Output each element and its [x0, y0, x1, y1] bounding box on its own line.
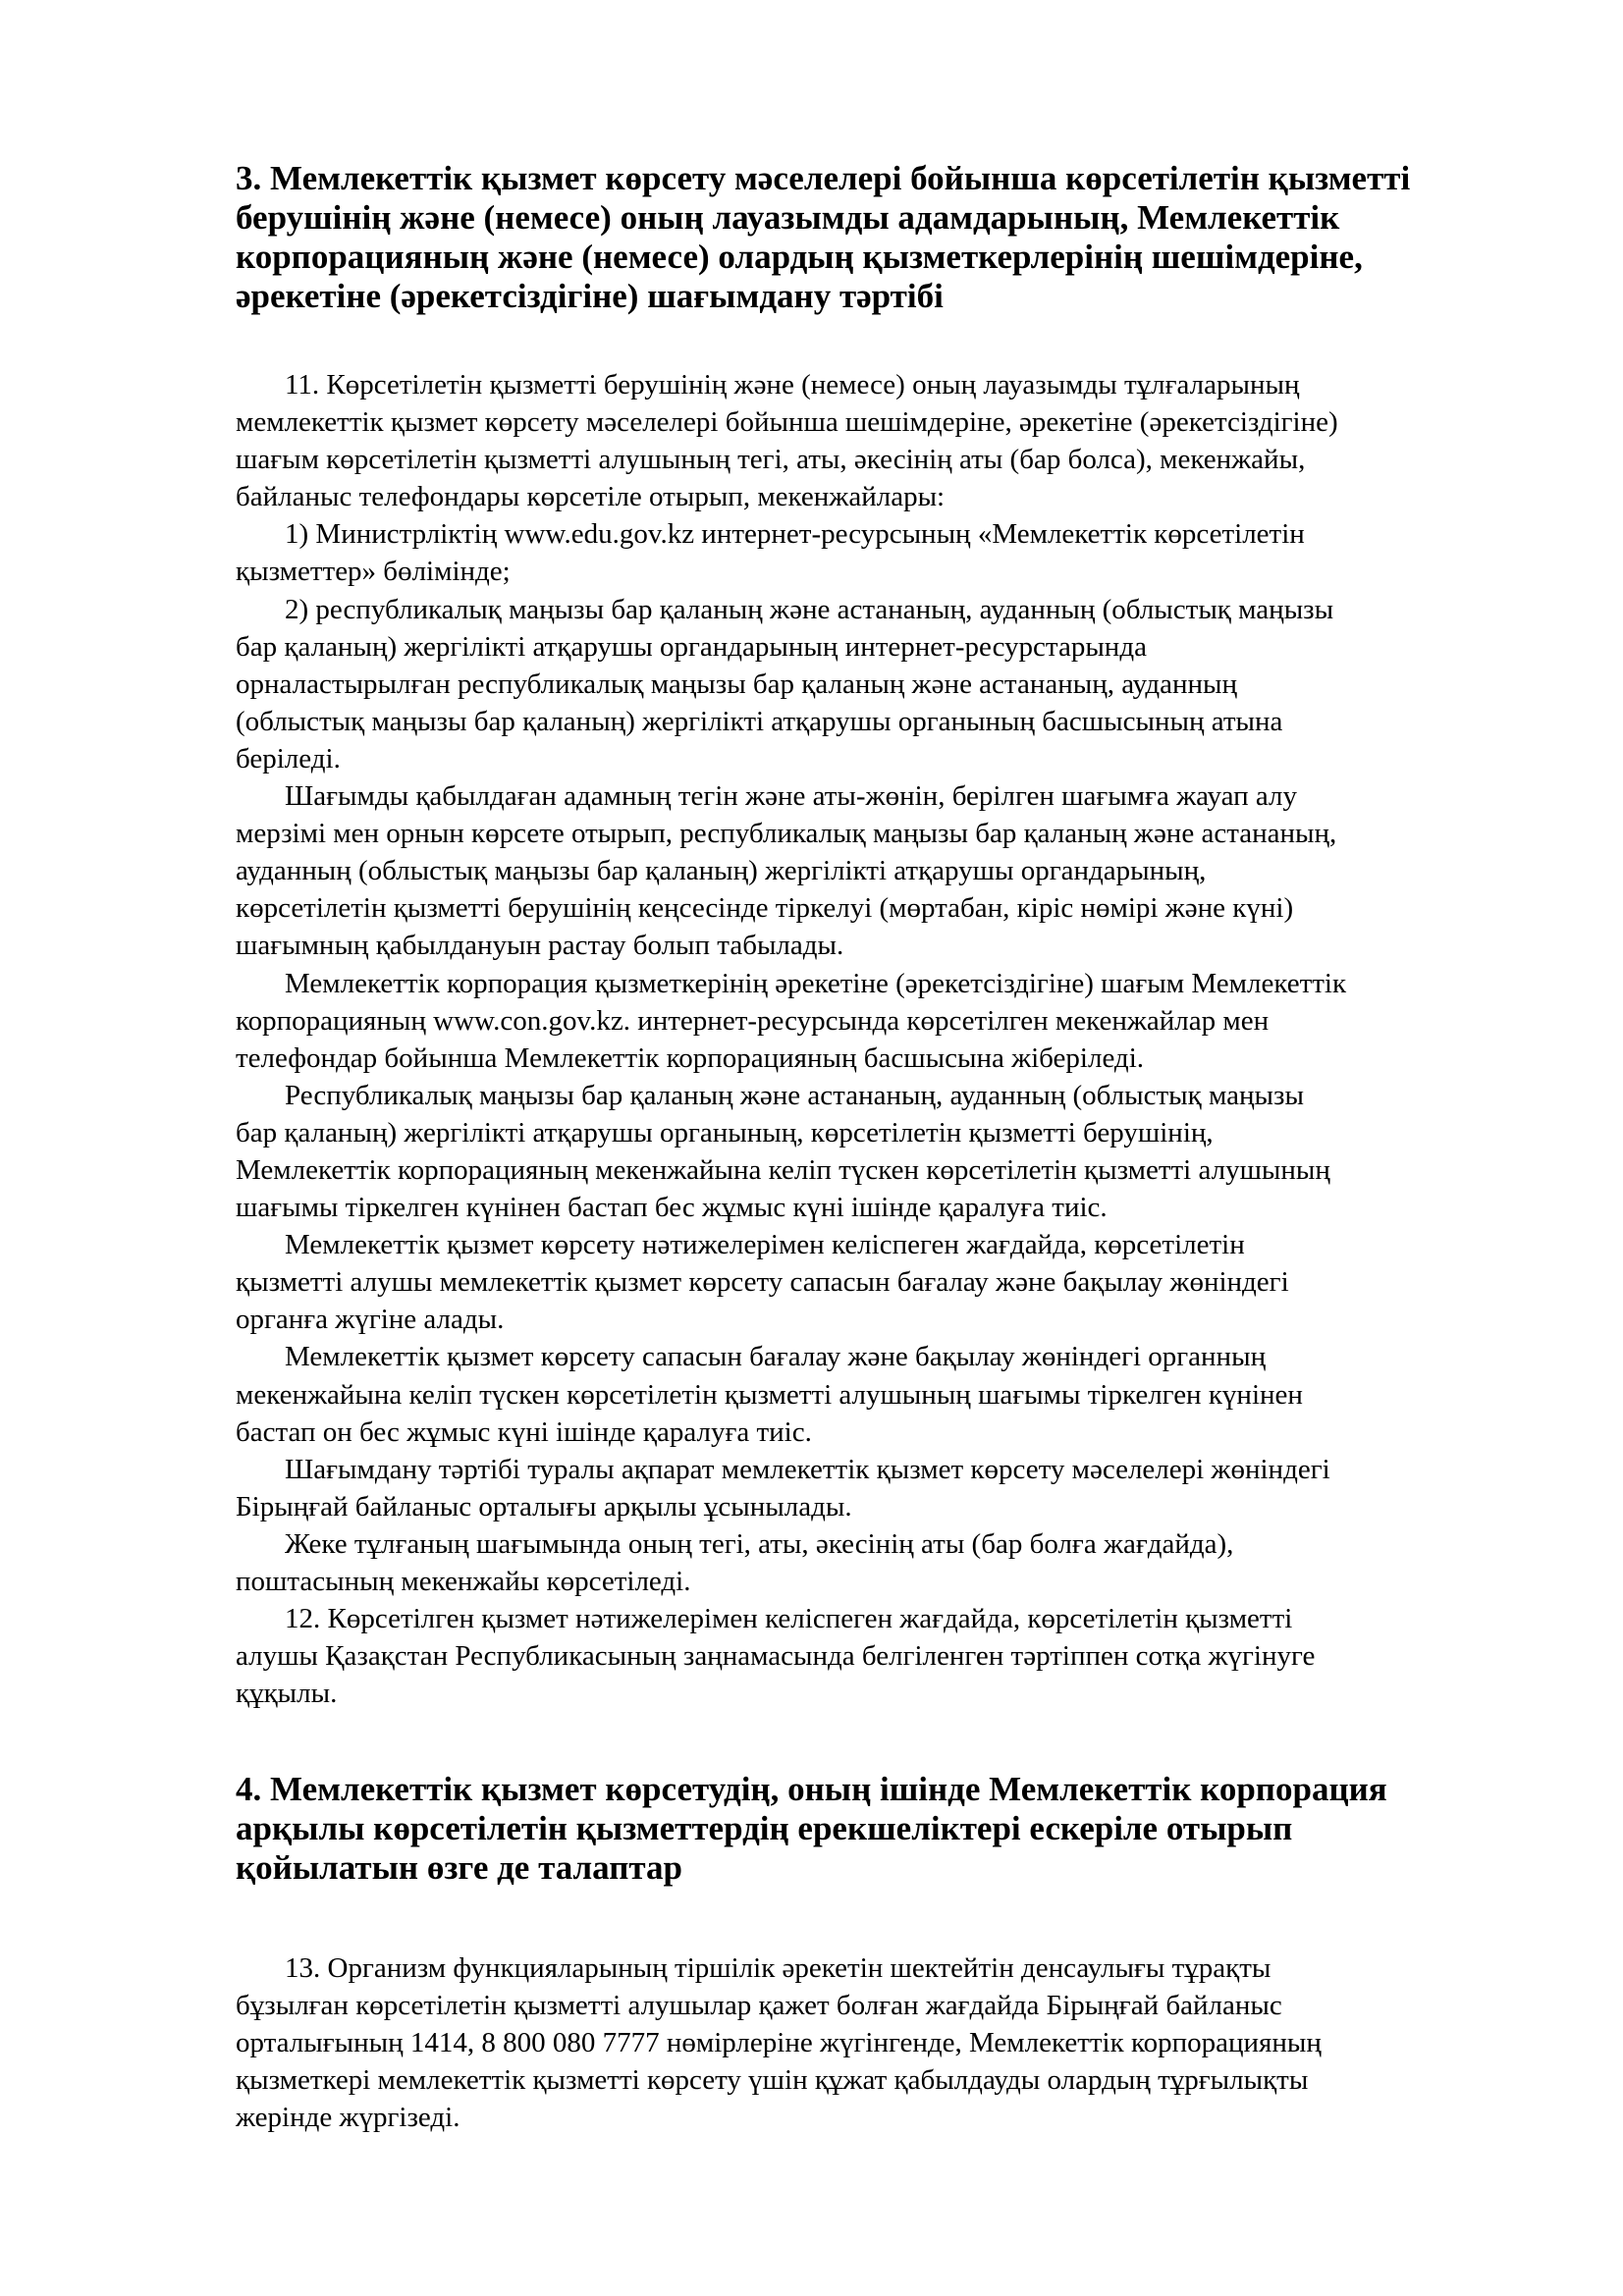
paragraph-line: жерінде жүргізеді.: [236, 2102, 460, 2134]
paragraph-line: 11. Көрсетілетін қызметті берушінің және (немесе) оның лауазымды тұлғаларының: [285, 369, 1300, 400]
paragraph-line: Мемлекеттік қызмет көрсету нәтижелерімен келіспеген жағдайда, көрсетілетін: [285, 1229, 1245, 1261]
paragraph-line: Республикалық маңызы бар қаланың және астананың, ауданның (облыстық маңызы: [285, 1079, 1304, 1111]
paragraph-line: мемлекеттік қызмет көрсету мәселелері бойынша шешімдеріне, әрекетіне (әрекетсіздігіне): [236, 406, 1338, 439]
paragraph-line: Мемлекеттік корпорацияның мекенжайына келіп түскен көрсетілетін қызметті алушының: [236, 1153, 1330, 1186]
paragraph-line: 12. Көрсетілген қызмет нәтижелерімен келіспеген жағдайда, көрсетілетін қызметті: [285, 1603, 1293, 1635]
paragraph-line: мекенжайына келіп түскен көрсетілетін қызметті алушының шағымы тіркелген күнінен: [236, 1378, 1303, 1411]
heading-line: берушінің және (немесе) оның лауазымды адамдарының, Мемлекеттік: [236, 198, 1340, 237]
paragraph-line: құқылы.: [236, 1678, 338, 1710]
heading-line: қойылатын өзге де талаптар: [236, 1848, 682, 1887]
paragraph-line: алушы Қазақстан Республикасының заңнамасында белгіленген тәртіппен сотқа жүгінуге: [236, 1640, 1316, 1673]
paragraph-line: корпорацияның www.con.gov.kz. интернет-ресурсында көрсетілген мекенжайлар мен: [236, 1004, 1270, 1037]
paragraph-line: Мемлекеттік қызмет көрсету сапасын бағалау және бақылау жөніндегі органның: [285, 1341, 1267, 1373]
paragraph-line: (облыстық маңызы бар қаланың) жергілікті атқарушы органының басшысының атына: [236, 705, 1283, 737]
paragraph-line: ауданның (облыстық маңызы бар қаланың) жергілікті атқарушы органдарының,: [236, 855, 1207, 887]
paragraph-line: бастап он бес жұмыс күні ішінде қаралуға тиіс.: [236, 1415, 812, 1448]
paragraph-line: шағымы тіркелген күнінен бастап бес жұмыс күні ішінде қаралуға тиіс.: [236, 1192, 1108, 1224]
heading-line: 3. Мемлекеттік қызмет көрсету мәселелері бойынша көрсетілетін қызметті: [236, 159, 1411, 197]
paragraph-line: орталығының 1414, 8 800 080 7777 нөмірлеріне жүгінгенде, Мемлекеттік корпорацияның: [236, 2027, 1322, 2059]
paragraph-line: шағымның қабылдануын растау болып табылады.: [236, 930, 844, 962]
paragraph-line: Мемлекеттік корпорация қызметкерінің әрекетіне (әрекетсіздігіне) шағым Мемлекеттік: [285, 967, 1347, 999]
section-3-body: [236, 366, 1532, 1712]
paragraph-line: қызметтер» бөлімінде;: [236, 556, 511, 588]
paragraph-line: 1) Министрліктің www.edu.gov.kz интернет-ресурсының «Мемлекеттік көрсетілетін: [285, 518, 1305, 551]
paragraph-line: Шағымды қабылдаған адамның тегін және аты-жөнін, берілген шағымға жауап алу: [285, 780, 1297, 813]
heading-line: арқылы көрсетілетін қызметтердің ерекшеліктері ескеріле отырып: [236, 1809, 1293, 1847]
paragraph-line: Жеке тұлғаның шағымында оның тегі, аты, әкесінің аты (бар болға жағдайда),: [285, 1527, 1234, 1560]
paragraph-line: телефондар бойынша Мемлекеттік корпорацияның басшысына жіберіледі.: [236, 1041, 1144, 1074]
paragraph-line: 13. Организм функцияларының тіршілік әрекетін шектейтін денсаулығы тұрақты: [285, 1952, 1271, 1984]
paragraph-line: бұзылған көрсетілетін қызметті алушылар қажет болған жағдайда Бірыңғай байланыс: [236, 1990, 1282, 2022]
section-4-heading: [236, 1770, 1512, 1888]
section-4-body: [236, 1949, 1532, 2136]
paragraph-line: Бірыңғай байланыс орталығы арқылы ұсынылады.: [236, 1490, 852, 1522]
paragraph-line: беріледі.: [236, 742, 341, 774]
heading-line: 4. Мемлекеттік қызмет көрсетудің, оның ішінде Мемлекеттік корпорация: [236, 1770, 1387, 1808]
paragraph-line: поштасының мекенжайы көрсетіледі.: [236, 1566, 691, 1597]
heading-line: әрекетіне (әрекетсіздігіне) шағымдану тәртібі: [236, 277, 944, 315]
paragraph-line: байланыс телефондары көрсетіле отырып, мекенжайлары:: [236, 481, 946, 513]
paragraph-line: бар қаланың) жергілікті атқарушы органының, көрсетілетін қызметті берушінің,: [236, 1116, 1214, 1148]
section-3-heading: [236, 159, 1512, 316]
paragraph-line: мерзімі мен орнын көрсете отырып, республикалық маңызы бар қаланың және астананың,: [236, 818, 1337, 850]
heading-line: корпорацияның және (немесе) олардың қызметкерлерінің шешімдеріне,: [236, 238, 1363, 276]
paragraph-line: көрсетілетін қызметті берушінің кеңсесінде тіркелуі (мөртабан, кіріс нөмірі және күні): [236, 892, 1294, 925]
paragraph-line: бар қаланың) жергілікті атқарушы органдарының интернет-ресурстарында: [236, 630, 1147, 663]
paragraph-line: 2) республикалық маңызы бар қаланың және астананың, ауданның (облыстық маңызы: [285, 593, 1334, 625]
paragraph-line: Шағымдану тәртібі туралы ақпарат мемлекеттік қызмет көрсету мәселелері жөніндегі: [285, 1453, 1330, 1485]
paragraph-line: орналастырылған республикалық маңызы бар қаланың және астананың, ауданның: [236, 667, 1237, 700]
paragraph-line: шағым көрсетілетін қызметті алушының тегі, аты, әкесінің аты (бар болса), мекенжайы,: [236, 444, 1306, 476]
paragraph-line: қызметті алушы мемлекеттік қызмет көрсету сапасын бағалау және бақылау жөніндегі: [236, 1266, 1289, 1299]
paragraph-line: қызметкері мемлекеттік қызметті көрсету үшін құжат қабылдауды олардың тұрғылықты: [236, 2064, 1309, 2097]
paragraph-line: органға жүгіне алады.: [236, 1304, 505, 1336]
